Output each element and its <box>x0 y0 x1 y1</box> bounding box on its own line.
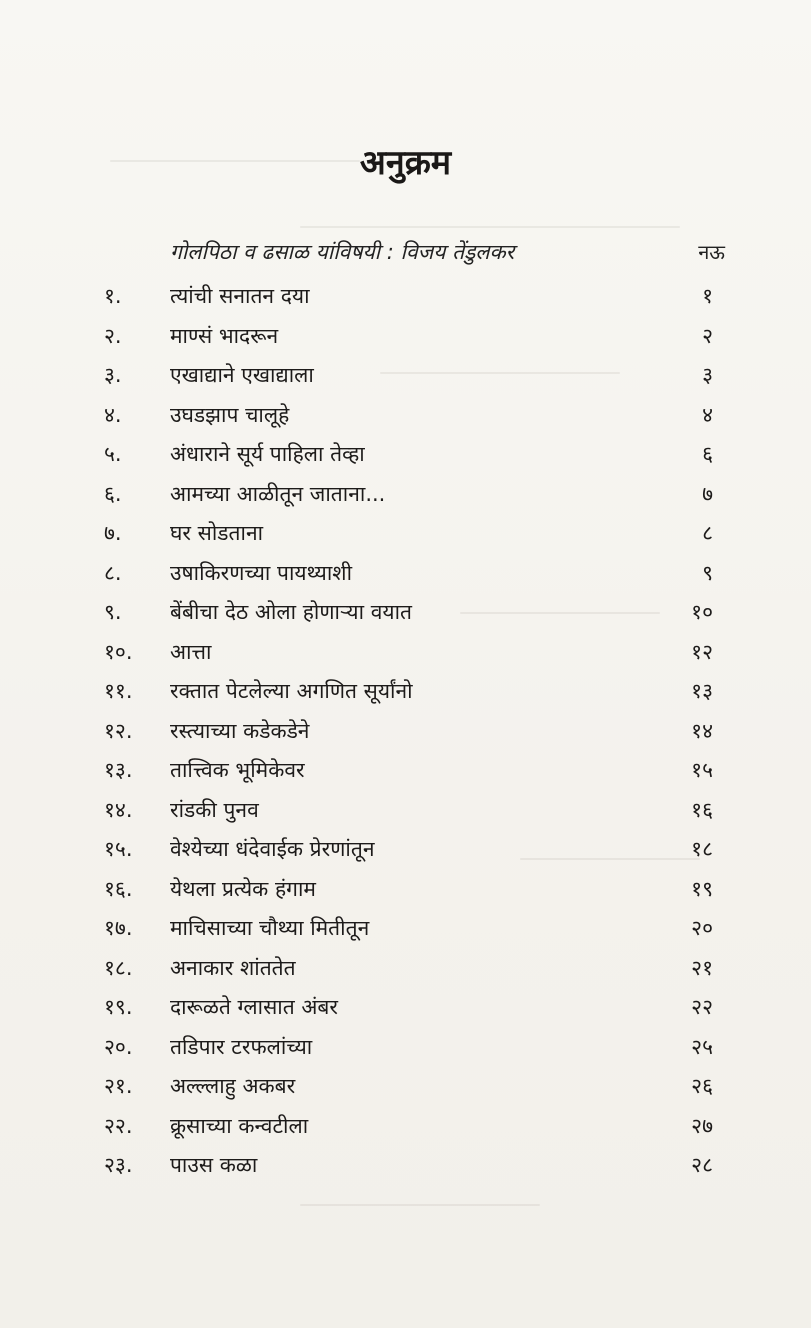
toc-row[interactable] <box>0 397 811 433</box>
entry-title: तात्त्विक भूमिकेवर <box>170 758 305 782</box>
entry-title: माचिसाच्या चौथ्या मितीतून <box>170 916 370 940</box>
toc-row[interactable] <box>0 1068 811 1104</box>
entry-number: २१. <box>104 1074 133 1098</box>
contents-heading: अनुक्रम <box>359 143 452 183</box>
entry-page: १८ <box>691 837 713 861</box>
toc-row[interactable] <box>0 989 811 1025</box>
entry-page: २६ <box>691 1074 713 1098</box>
toc-row[interactable] <box>0 752 811 788</box>
toc-row[interactable] <box>0 950 811 986</box>
entry-number: ६. <box>104 481 122 506</box>
toc-row[interactable] <box>0 713 811 749</box>
entry-page: २८ <box>691 1153 713 1177</box>
entry-page: ८ <box>702 521 713 545</box>
toc-row[interactable] <box>0 831 811 867</box>
entry-number: ७. <box>104 521 122 545</box>
foreword-page-number: नऊ <box>698 240 725 264</box>
entry-page: ६ <box>702 442 713 466</box>
toc-row[interactable] <box>0 318 811 354</box>
entry-page: २१ <box>691 955 713 980</box>
toc-row[interactable] <box>0 634 811 670</box>
entry-number: ३. <box>104 363 122 387</box>
entry-number: २२. <box>104 1113 133 1138</box>
entry-page: ७ <box>702 481 713 506</box>
entry-title: अनाकार शांततेत <box>170 955 296 980</box>
entry-title: तडिपार टरफलांच्या <box>170 1034 313 1059</box>
entry-number: २०. <box>104 1034 133 1059</box>
toc-row[interactable] <box>0 1147 811 1183</box>
toc-row[interactable] <box>0 278 811 314</box>
bleed-through-mark <box>300 226 680 228</box>
entry-page: १२ <box>691 639 713 664</box>
toc-row[interactable] <box>0 555 811 591</box>
entry-title: आत्ता <box>170 639 212 664</box>
entry-number: ११. <box>104 679 133 703</box>
entry-page: २ <box>702 323 713 348</box>
entry-page: २७ <box>691 1113 713 1138</box>
entry-page: १० <box>691 600 713 624</box>
entry-title: रक्तात पेटलेल्या अगणित सूर्यांनो <box>170 679 413 703</box>
foreword-title: गोलपिठा व ढसाळ यांविषयी : विजय तेंडुलकर <box>170 240 515 264</box>
toc-row[interactable] <box>0 594 811 630</box>
entry-number: ५. <box>104 442 122 466</box>
entry-number: १४. <box>104 797 133 822</box>
entry-page: १९ <box>691 876 713 901</box>
toc-row[interactable] <box>0 436 811 472</box>
entry-page: १६ <box>691 797 713 822</box>
entry-number: १६. <box>104 876 133 901</box>
toc-row[interactable] <box>0 1029 811 1065</box>
entry-title: दारूळते ग्लासात अंबर <box>170 995 338 1019</box>
entry-number: १३. <box>104 758 133 782</box>
toc-row[interactable] <box>0 871 811 907</box>
bleed-through-mark <box>300 1204 540 1206</box>
entry-title: त्यांची सनातन दया <box>170 284 310 308</box>
entry-title: घर सोडताना <box>170 521 264 545</box>
entry-page: १३ <box>691 679 713 703</box>
entry-page: २२ <box>691 995 713 1019</box>
entry-number: ९. <box>104 600 122 624</box>
entry-number: २. <box>104 323 122 348</box>
entry-title: अल्ल्लाहु अकबर <box>170 1074 296 1098</box>
entry-title: पाउस कळा <box>170 1153 258 1177</box>
entry-title: एखाद्याने एखाद्याला <box>170 363 314 387</box>
entry-page: २० <box>691 916 713 940</box>
toc-row[interactable] <box>0 515 811 551</box>
toc-row[interactable] <box>0 673 811 709</box>
entry-number: १९. <box>104 995 133 1019</box>
entry-number: १०. <box>104 639 133 664</box>
entry-number: १२. <box>104 718 133 743</box>
entry-number: १. <box>104 284 122 308</box>
toc-row[interactable] <box>0 910 811 946</box>
entry-number: १८. <box>104 955 133 980</box>
entry-page: २५ <box>691 1034 713 1059</box>
toc-row[interactable] <box>0 357 811 393</box>
entry-title: माण्सं भादरून <box>170 323 279 348</box>
entry-number: ८. <box>104 560 122 585</box>
foreword-entry[interactable] <box>170 238 725 272</box>
entry-title: बेंबीचा देठ ओला होणाऱ्या वयात <box>170 600 412 624</box>
entry-number: १७. <box>104 916 133 940</box>
entry-number: २३. <box>104 1153 133 1177</box>
entry-number: ४. <box>104 402 122 427</box>
toc-row[interactable] <box>0 1108 811 1144</box>
entry-title: क्रूसाच्या कन्वटीला <box>170 1113 309 1138</box>
toc-row[interactable] <box>0 792 811 828</box>
entry-page: १४ <box>691 718 713 743</box>
entry-title: अंधाराने सूर्य पाहिला तेव्हा <box>170 442 365 466</box>
entry-title: रांडकी पुनव <box>170 797 259 822</box>
entry-page: ३ <box>702 363 713 387</box>
entry-page: ९ <box>702 560 713 585</box>
entry-title: उषाकिरणच्या पायथ्याशी <box>170 560 353 585</box>
entry-title: रस्त्याच्या कडेकडेने <box>170 718 310 743</box>
entry-title: उघडझाप चालूहे <box>170 402 290 427</box>
entry-page: १ <box>702 284 713 308</box>
entry-title: वेश्येच्या धंदेवाईक प्रेरणांतून <box>170 837 375 861</box>
entry-page: ४ <box>702 402 713 427</box>
toc-row[interactable] <box>0 476 811 512</box>
entry-title: येथला प्रत्येक हंगाम <box>170 876 316 901</box>
entry-page: १५ <box>691 758 713 782</box>
entry-title: आमच्या आळीतून जाताना... <box>170 481 386 506</box>
entry-number: १५. <box>104 837 133 861</box>
